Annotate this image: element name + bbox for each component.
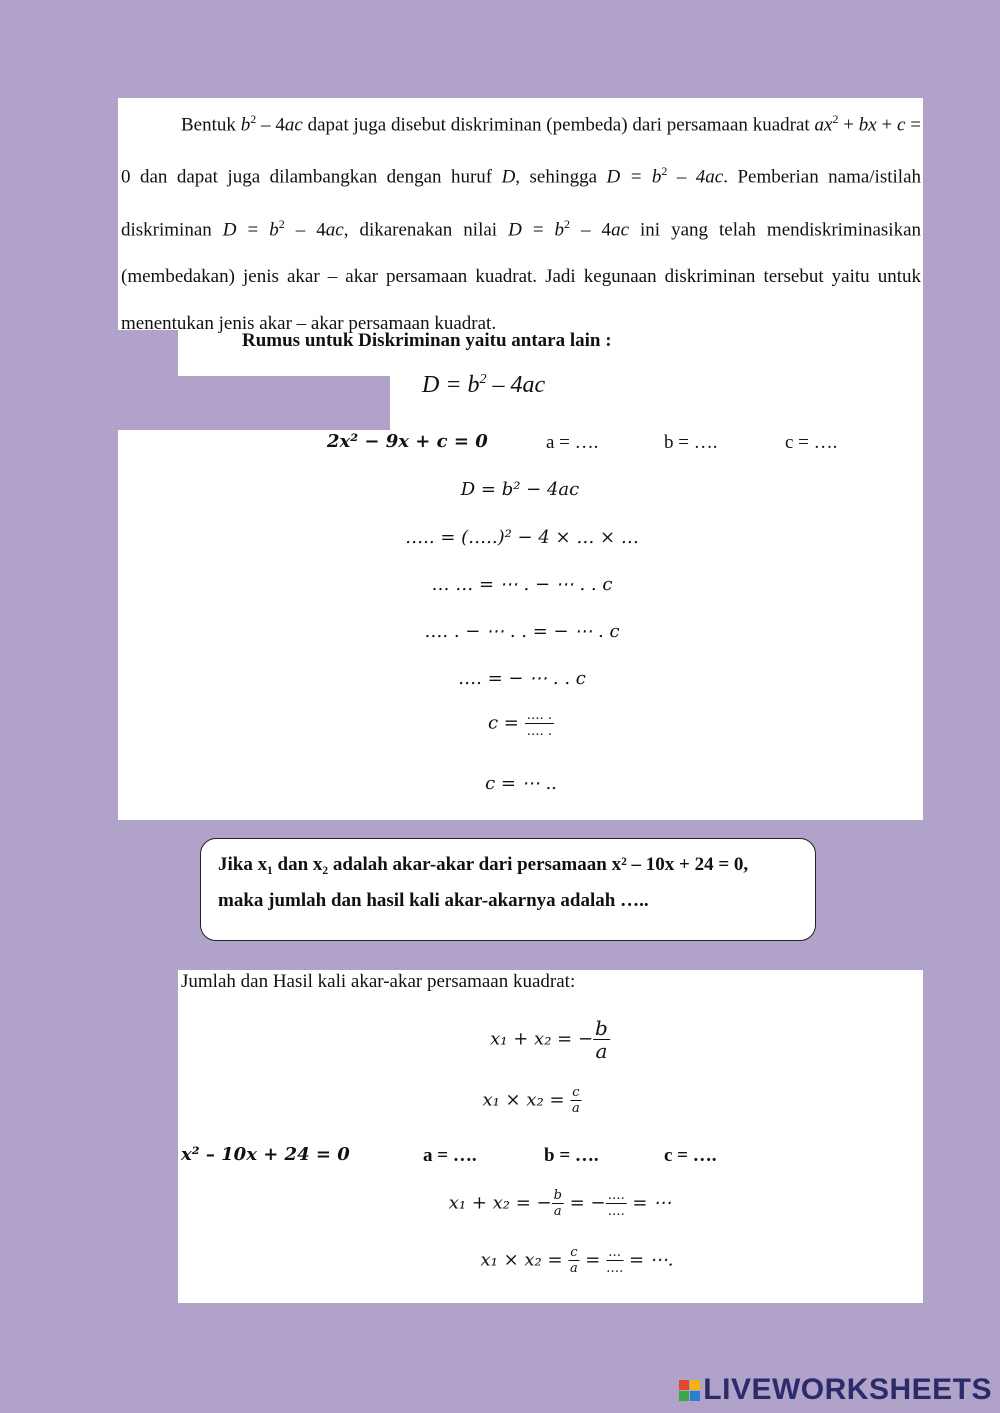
liveworksheets-logo[interactable]	[679, 1373, 992, 1407]
intro-paragraph: Bentuk $b^2 - 4ac$ dapat juga disebut diskriminan (pembeda) dari persamaan kuadrat $ax^2$ + bx + c = 0 dan dapat juga dilambangkan dengan huruf D, sehingga $D = b^2 - 4ac$. Pemberian nama/istilah diskriminan $D = b^2 - 4ac$, dikarenakan nilai $D = b^2 - 4ac$ ini yang telah mendiskriminasikan (membedakan) jenis akar – akar persamaan kuadrat. Jadi kegunaan diskriminan tersebut yaitu untuk menentukan jenis akar – akar persamaan kuadrat.	[121, 112, 922, 334]
question-line-2: maka jumlah dan hasil kali akar-akarnya adalah …..	[218, 890, 649, 911]
sum-formula: x₁ + x₂ = − $\frac{b}{a}$	[490, 1016, 608, 1063]
equation1-c[interactable]: c = ….	[785, 432, 838, 453]
discriminant-heading: Rumus untuk Diskriminan yaitu antara lain :	[242, 330, 612, 351]
equation1-a[interactable]: a = ….	[546, 432, 599, 453]
product-answer[interactable]: x₁ × x₂ = $\frac{c}{a}$ = $\frac{\dots}{\dots.}$ = ⋯.	[480, 1245, 674, 1276]
step-7[interactable]: c = ⋯ ..	[485, 773, 557, 794]
section2-title: Jumlah dan Hasil kali akar-akar persamaan kuadrat:	[181, 971, 576, 992]
step-1: D = b² − 4ac	[460, 479, 580, 500]
logo-mark-icon	[679, 1380, 700, 1401]
equation2-b[interactable]: b = ….	[544, 1145, 599, 1166]
equation1-lhs: 2x² − 9x + c = 0	[327, 431, 488, 452]
equation2-lhs: x² – 10x + 24 = 0	[181, 1144, 350, 1165]
sum-answer[interactable]: x₁ + x₂ = − $\frac{b}{a}$ = − $\frac{\dots.}{\dots.}$ = ⋯	[448, 1188, 672, 1219]
equation1-b[interactable]: b = ….	[664, 432, 718, 453]
step-6[interactable]: c = $\frac{\dots. .}{\dots. .}$	[487, 708, 553, 739]
question-line-1: Jika x₁ dan x₂ adalah akar-akar dari persamaan x² – 10x + 24 = 0,	[218, 854, 749, 875]
step-4[interactable]: …. . − ⋯ . . = − ⋯ . c	[424, 621, 620, 642]
equation2-a[interactable]: a = ….	[423, 1145, 477, 1166]
step-2[interactable]: ….. = (…..)² − 4 × … × …	[405, 527, 639, 548]
equation2-c[interactable]: c = ….	[664, 1145, 717, 1166]
product-formula: x₁ × x₂ = $\frac{c}{a}$	[482, 1085, 580, 1116]
step-3[interactable]: … … = ⋯ . − ⋯ . . c	[431, 574, 613, 595]
step-5[interactable]: …. = − ⋯ . . c	[458, 668, 586, 689]
discriminant-formula: $D = b^2 - 4ac$	[422, 372, 546, 398]
question-box	[200, 838, 816, 941]
logo-text: LIVEWORKSHEETS	[703, 1373, 992, 1406]
